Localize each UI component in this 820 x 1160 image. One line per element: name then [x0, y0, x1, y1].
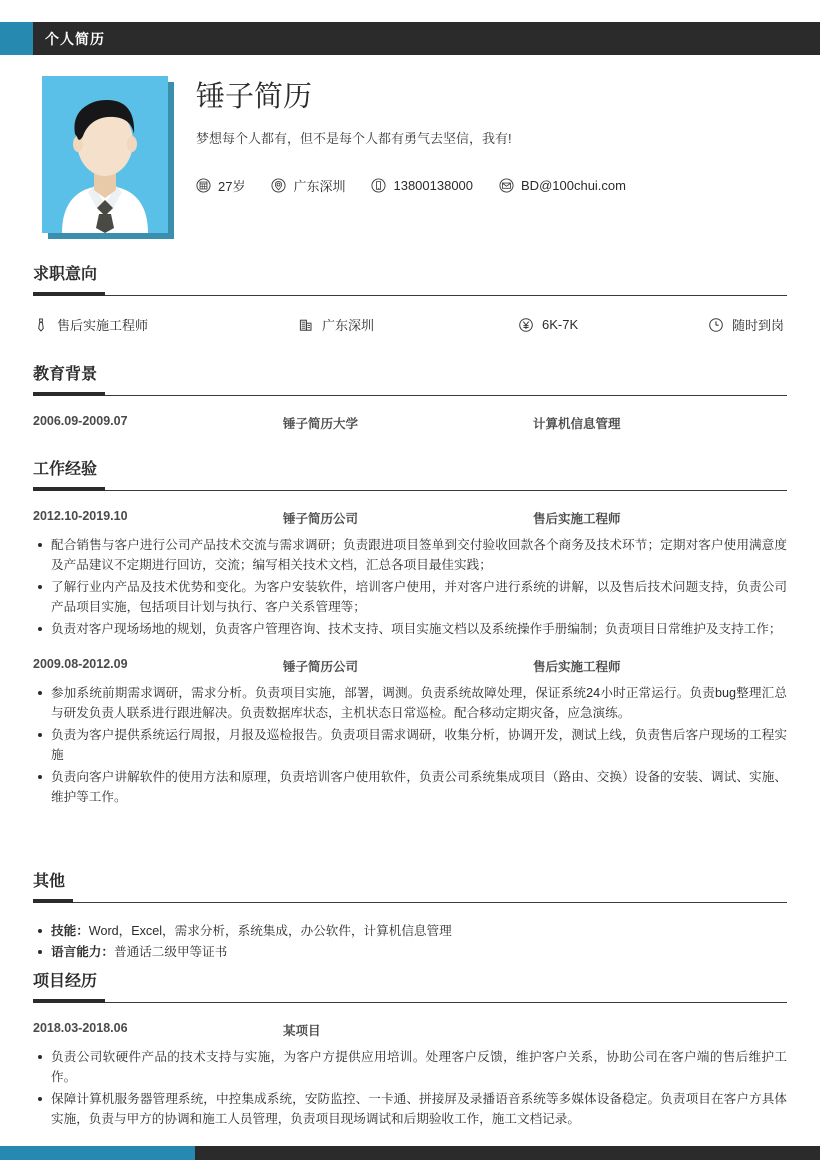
section-other: [33, 873, 787, 964]
list-item: 参加系统前期需求调研，需求分析。负责项目实施，部署，调测。负责系统故障处理，保证系统24小时正常运行。负责bug整理汇总与研发负责人联系进行跟进解决。负责数据库状态，主机状态日常巡检。配合移动定期灾备，应急演练。: [33, 683, 787, 724]
contact-phone: [371, 178, 473, 193]
work-entry-row: [33, 509, 787, 527]
other-label: 技能：: [51, 924, 89, 938]
section-header: [33, 873, 787, 903]
list-item: 负责为客户提供系统运行周报，月报及巡检报告。负责项目需求调研，收集分析，协调开发，测试上线，负责售后客户现场的工程实施: [33, 725, 787, 766]
section-title-other: 其他: [33, 873, 66, 890]
tie-icon: [33, 317, 49, 333]
footer-bar: [0, 1146, 820, 1160]
job-intent-availability: [708, 315, 784, 334]
section-title-education: 教育背景: [33, 366, 98, 383]
banner-accent-bar: [0, 22, 33, 55]
section-header: [33, 973, 787, 1003]
list-item: 保障计算机服务器管理系统，中控集成系统，安防监控、一卡通、拼接屏及录播语音系统等多媒体设备稳定。负责项目在客户方具体实施，负责与甲方的协调和施工人员管理，负责项目现场调试和后期验收工作，施工文档记录。: [33, 1089, 787, 1130]
section-rule-thin: [33, 295, 787, 296]
person-motto: 梦想每个人都有，但不是每个人都有勇气去坚信，我有!: [196, 130, 512, 146]
work-period: 2009.08-2012.09: [33, 656, 128, 671]
section-rule-thick: [33, 999, 105, 1003]
work-period: 2012.10-2019.10: [33, 509, 128, 523]
footer-accent-bar: [0, 1146, 195, 1160]
education-period: 2006.09-2009.07: [33, 414, 128, 428]
section-rule-thin: [33, 1002, 787, 1003]
section-rule-thick: [33, 899, 73, 903]
other-label: 语言能力：: [51, 945, 114, 960]
profile-text: [196, 82, 796, 195]
building-icon: [298, 317, 314, 333]
job-intent-location-value: 广东深圳: [322, 318, 375, 333]
list-item: [33, 921, 787, 941]
education-entry-row: [33, 414, 787, 432]
envelope-icon: [499, 178, 514, 193]
project-bullets: [33, 1047, 787, 1130]
phone-icon: [371, 178, 386, 193]
list-item: 配合销售与客户进行公司产品技术交流与需求调研；负责跟进项目签单到交付验收回款各个商务及技术环节；定期对客户使用满意度及产品建议不定期进行回访，交流；编写相关技术文档，汇总各项目最佳实践；: [33, 535, 787, 576]
section-rule-thin: [33, 902, 787, 903]
contact-phone-value: 13800138000: [393, 178, 474, 194]
section-job-intent: [33, 266, 787, 334]
top-banner: [0, 22, 820, 55]
banner-dark-bar: [33, 22, 820, 55]
section-projects: [33, 973, 787, 1131]
avatar: [42, 76, 168, 233]
clock-icon: [708, 317, 724, 333]
project-period: 2018.03-2018.06: [33, 1021, 128, 1035]
list-item: 负责对客户现场场地的规划，负责客户管理咨询、技术支持、项目实施文档以及系统操作手册编制；负责项目日常维护及支持工作；: [33, 619, 787, 639]
project-name: 某项目: [283, 1024, 321, 1038]
footer-dark-bar: [195, 1146, 820, 1160]
work-company: 锤子简历公司: [283, 512, 359, 526]
profile-block: [0, 76, 820, 241]
section-title-job-intent: 求职意向: [33, 266, 98, 283]
list-item: 了解行业内产品及技术优势和变化。为客户安装软件，培训客户使用，并对客户进行系统的讲解，以及售后技术问题支持，负责公司产品项目实施，包括项目计划与执行、客户关系管理等；: [33, 577, 787, 618]
contact-age-value: 27岁: [218, 179, 246, 195]
section-header: [33, 461, 787, 491]
job-intent-position: [33, 315, 298, 334]
other-value: Word，Excel，需求分析，系统集成，办公软件，计算机信息管理: [88, 924, 452, 938]
section-rule-thin: [33, 395, 787, 396]
job-intent-position-value: 售后实施工程师: [57, 318, 149, 333]
contact-age: [196, 176, 245, 195]
section-rule-thick: [33, 292, 105, 296]
project-entry-row: [33, 1021, 787, 1039]
education-major: 计算机信息管理: [533, 417, 621, 431]
list-item: 负责公司软硬件产品的技术支持与实施，为客户方提供应用培训。处理客户反馈，维护客户关系，协助公司在客户端的售后维护工作。: [33, 1047, 787, 1088]
section-rule-thick: [33, 392, 105, 396]
section-header: [33, 366, 787, 396]
list-item: 负责向客户讲解软件的使用方法和原理，负责培训客户使用软件，负责公司系统集成项目（路由、交换）设备的安装、调试、实施、维护等工作。: [33, 767, 787, 808]
job-intent-salary: [518, 317, 708, 333]
section-header: [33, 266, 787, 296]
contact-location: [271, 176, 345, 195]
other-bullets: [33, 921, 787, 963]
section-title-work: 工作经验: [33, 461, 98, 478]
work-company: 锤子简历公司: [283, 659, 359, 674]
work-bullets: [33, 683, 787, 807]
job-intent-location: [298, 315, 518, 334]
work-role: 售后实施工程师: [533, 659, 621, 674]
avatar-illustration-icon: [42, 76, 168, 233]
job-intent-row: [33, 315, 787, 334]
contact-location-value: 广东深圳: [293, 179, 346, 195]
work-bullets: [33, 535, 787, 639]
contact-email-value: BD@100chui.com: [521, 178, 626, 194]
yen-icon: [518, 317, 534, 333]
location-pin-icon: [271, 178, 286, 193]
calendar-icon: [196, 178, 211, 193]
education-school: 锤子简历大学: [283, 417, 359, 431]
section-rule-thin: [33, 490, 787, 491]
person-name: 锤子简历: [196, 81, 313, 113]
banner-title: 个人简历: [45, 30, 105, 47]
section-education: [33, 366, 787, 432]
contact-email: [499, 178, 626, 193]
section-rule-thick: [33, 487, 105, 491]
section-title-projects: 项目经历: [33, 973, 98, 990]
section-work: [33, 461, 787, 808]
job-intent-salary-value: 6K-7K: [542, 317, 579, 332]
job-intent-availability-value: 随时到岗: [732, 318, 785, 333]
project-spacer: [533, 1021, 787, 1039]
work-entry-row: [33, 657, 787, 675]
avatar-image: [42, 76, 168, 233]
other-value: 普通话二级甲等证书: [113, 945, 228, 960]
contact-row: [196, 176, 796, 195]
work-role: 售后实施工程师: [533, 512, 621, 526]
list-item: [33, 942, 787, 962]
